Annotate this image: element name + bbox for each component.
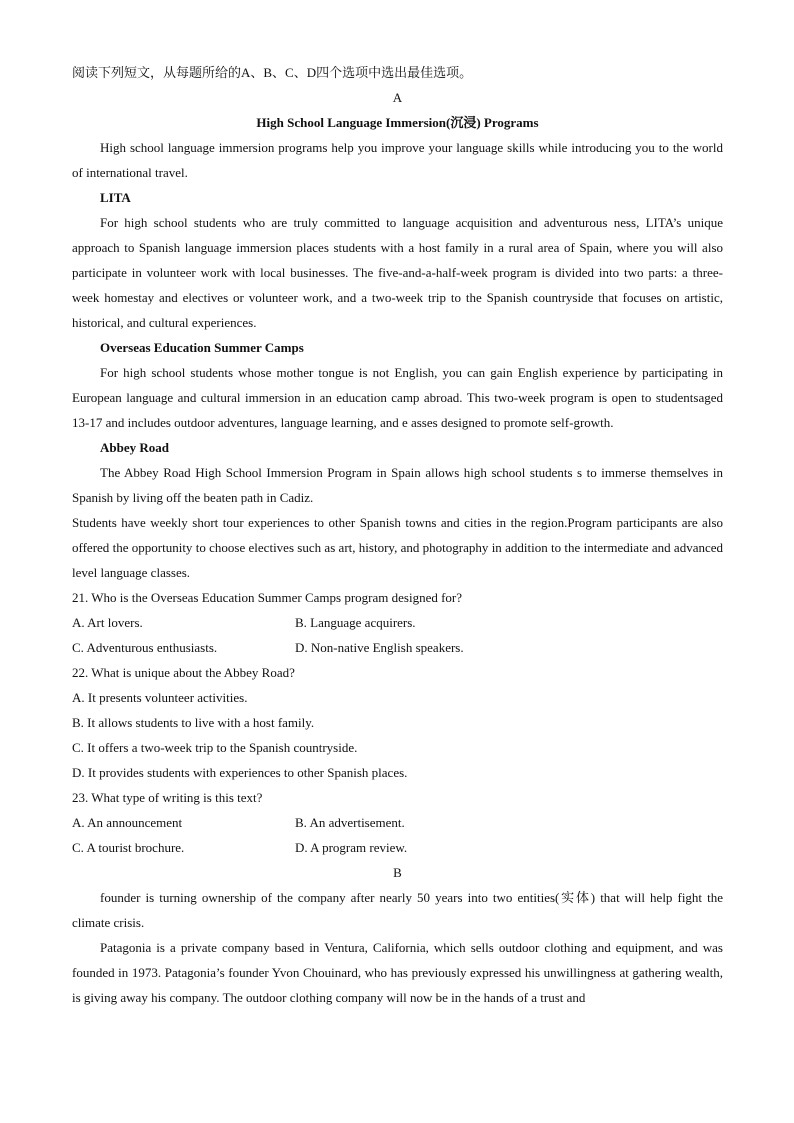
program-heading-lita: LITA — [100, 190, 131, 205]
option-b: B. Language acquirers. — [295, 615, 416, 630]
question-23 — [72, 785, 723, 860]
question-stem: 23. What type of writing is this text? — [72, 790, 263, 805]
section-a-label: A — [392, 90, 403, 105]
program-paragraph-overseas: For high school students whose mother tongue is not English, you can gain English experience by participating in European language and cultural immersion in an education camp abroad. This two-week program is open to studentsaged 13-17 and includes outdoor adventures, language learning, and e asses designed to promote self-growth. — [72, 365, 723, 430]
question-stem: 22. What is unique about the Abbey Road? — [72, 665, 295, 680]
question-stem: 21. Who is the Overseas Education Summer Camps program designed for? — [72, 590, 463, 605]
option-b: B. It allows students to live with a host family. — [72, 715, 315, 730]
option-d: D. A program review. — [295, 840, 408, 855]
program-heading-abbey-road: Abbey Road — [100, 440, 169, 455]
option-a: A. An announcement — [72, 815, 183, 830]
option-c: C. A tourist brochure. — [72, 840, 185, 855]
question-22 — [72, 660, 723, 785]
option-b: B. An advertisement. — [295, 815, 405, 830]
program-paragraph-abbey-road-1: The Abbey Road High School Immersion Program in Spain allows high school students s to immerse themselves in Spanish by living off the beaten path in Cadiz. — [72, 465, 723, 505]
program-paragraph-abbey-road-2: Students have weekly short tour experiences to other Spanish towns and cities in the region.Program participants are also offered the opportunity to choose electives such as art, history, and photography in addition to the intermediate and advanced level language classes. — [72, 515, 723, 580]
option-row — [72, 635, 723, 660]
document-page — [72, 60, 723, 1010]
option-d: D. Non-native English speakers. — [295, 640, 464, 655]
option-c: C. It offers a two-week trip to the Spanish countryside. — [72, 740, 358, 755]
question-21 — [72, 585, 723, 660]
section-b-label: B — [393, 865, 402, 880]
program-heading-overseas: Overseas Education Summer Camps — [100, 340, 304, 355]
option-row — [72, 835, 723, 860]
option-a: A. Art lovers. — [72, 615, 143, 630]
option-row — [72, 610, 723, 635]
option-row — [72, 810, 723, 835]
option-a: A. It presents volunteer activities. — [72, 690, 248, 705]
section-a-title: High School Language Immersion(沉浸) Programs — [256, 115, 539, 130]
instruction-text: 阅读下列短文，从每题所给的A、B、C、D四个选项中选出最佳选项。 — [72, 65, 473, 80]
section-a-intro: High school language immersion programs help you improve your language skills while introducing you to the world of international travel. — [72, 140, 723, 180]
program-paragraph-lita: For high school students who are truly committed to language acquisition and adventurous ness, LITA’s unique approach to Spanish language immersion places students with a host family in a rural area of Spain, where you will also participate in volunteer work with local businesses. The five-and-a-half-week program is divided into two parts: a three-week homestay and electives or volunteer work, and a two-week trip to the Spanish countryside that focuses on artistic, historical, and cultural experiences. — [72, 215, 723, 330]
option-c: C. Adventurous enthusiasts. — [72, 640, 218, 655]
option-d: D. It provides students with experiences to other Spanish places. — [72, 765, 408, 780]
section-b-paragraph-1: founder is turning ownership of the company after nearly 50 years into two entities(实体) that will help fight the climate crisis. — [72, 890, 723, 930]
section-b-paragraph-2: Patagonia is a private company based in Ventura, California, which sells outdoor clothing and equipment, and was founded in 1973. Patagonia’s founder Yvon Chouinard, who has previously expressed his unwillingness at gathering wealth, is giving away his company. The outdoor clothing company will now be in the hands of a trust and — [72, 940, 723, 1005]
